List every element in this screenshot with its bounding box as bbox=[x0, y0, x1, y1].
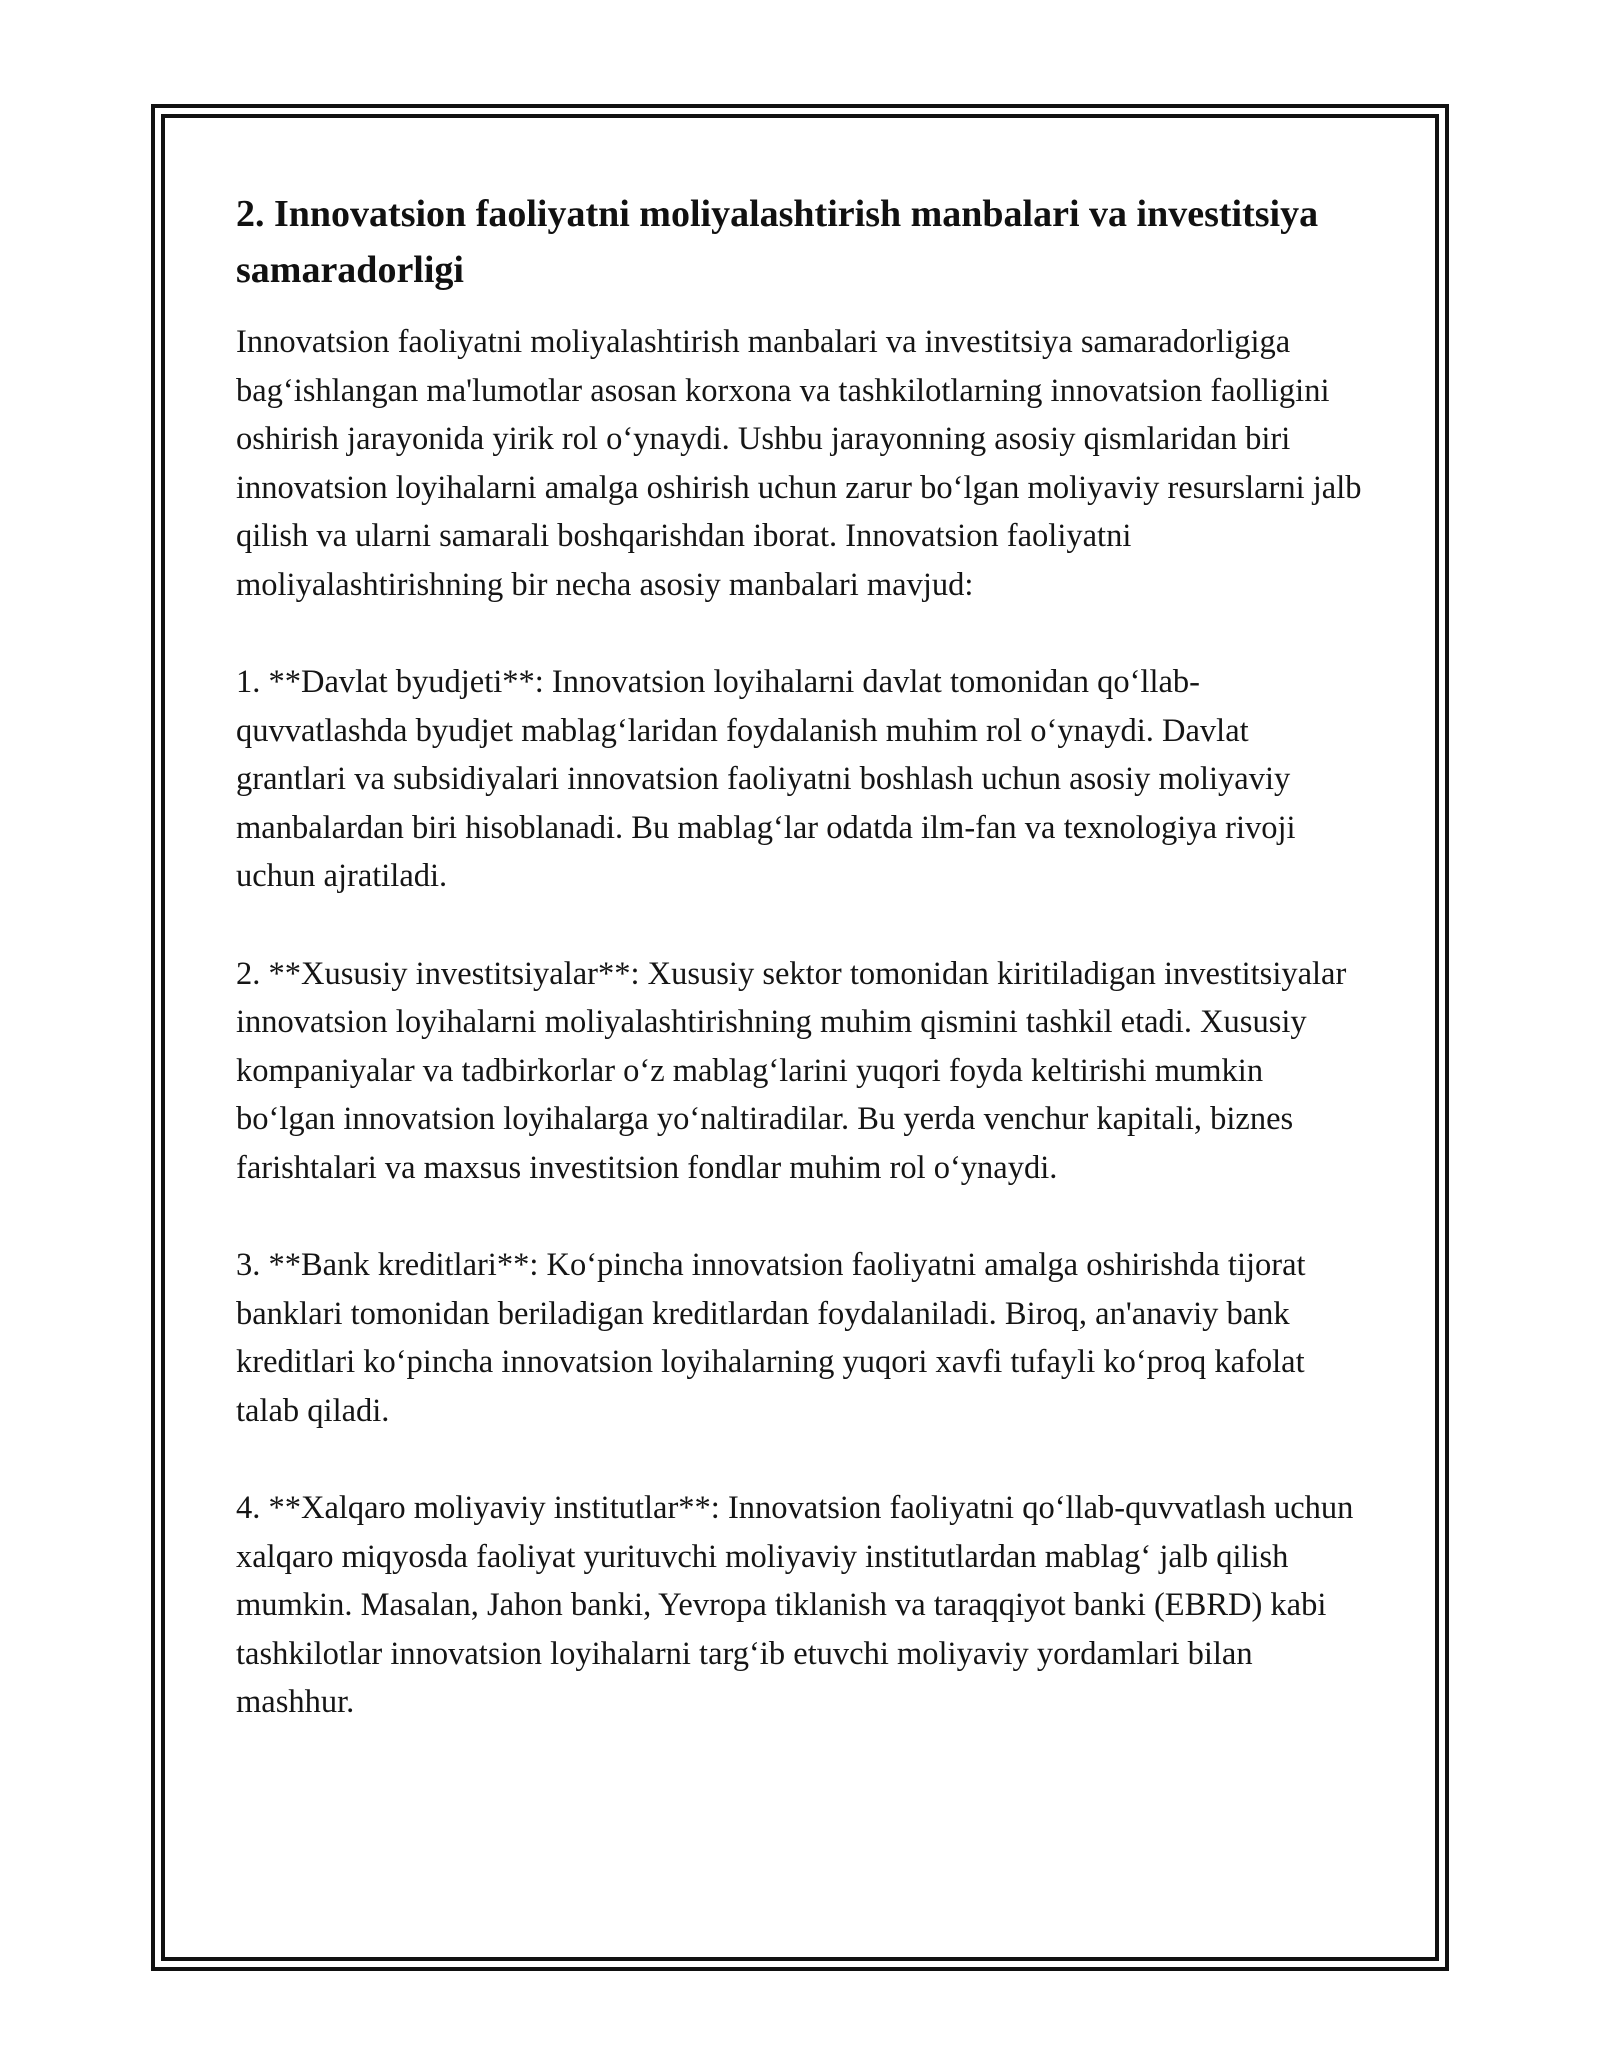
intro-paragraph: Innovatsion faoliyatni moliyalashtirish manbalari va investitsiya samaradorligiga bag‘ishlangan ma'lumotlar asosan korxona va tashkilotlarning innovatsion faolligini oshirish jarayonida yirik rol o‘ynaydi. Ushbu jarayonning asosiy qismlaridan biri innovatsion loyihalarni amalga oshirish uchun zarur bo‘lgan moliyaviy resurslarni jalb qilish va ularni samarali boshqarishdan iborat. Innovatsion faoliyatni moliyalashtirishning bir necha asosiy manbalari mavjud: bbox=[236, 324, 1362, 603]
section-title: 2. Innovatsion faoliyatni moliyalashtirish manbalari va investitsiya samaradorligi bbox=[236, 193, 1319, 291]
list-item-davlat-byudjeti: 1. **Davlat byudjeti**: Innovatsion loyihalarni davlat tomonidan qo‘llab-quvvatlashda byudjet mablag‘laridan foydalanish muhim rol o‘ynaydi. Davlat grantlari va subsidiyalari innovatsion faoliyatni boshlash uchun asosiy moliyaviy manbalardan biri hisoblanadi. Bu mablag‘lar odatda ilm-fan va texnologiya rivoji uchun ajratiladi. bbox=[236, 664, 1296, 894]
list-item-xalqaro-institutlar: 4. **Xalqaro moliyaviy institutlar**: Innovatsion faoliyatni qo‘llab-quvvatlash uchun xalqaro miqyosda faoliyat yurituvchi moliyaviy institutlardan mablag‘ jalb qilish mumkin. Masalan, Jahon banki, Yevropa tiklanish va taraqqiyot banki (EBRD) kabi tashkilotlar innovatsion loyihalarni targ‘ib etuvchi moliyaviy yordamlari bilan mashhur. bbox=[236, 1490, 1354, 1720]
list-item-bank-kreditlari: 3. **Bank kreditlari**: Ko‘pincha innovatsion faoliyatni amalga oshirishda tijorat banklari tomonidan beriladigan kreditlardan foydalaniladi. Biroq, an'anaviy bank kreditlari ko‘pincha innovatsion loyihalarning yuqori xavfi tufayli ko‘proq kafolat talab qiladi. bbox=[236, 1247, 1306, 1429]
list-item-xususiy-investitsiyalar: 2. **Xususiy investitsiyalar**: Xususiy sektor tomonidan kiritiladigan investitsiyalar innovatsion loyihalarni moliyalashtirishning muhim qismini tashkil etadi. Xususiy kompaniyalar va tadbirkorlar o‘z mablag‘larini yuqori foyda keltirishi mumkin bo‘lgan innovatsion loyihalarga yo‘naltiradilar. Bu yerda venchur kapitali, biznes farishtalari va maxsus investitsion fondlar muhim rol o‘ynaydi. bbox=[236, 955, 1347, 1186]
document-body bbox=[236, 186, 1366, 1776]
